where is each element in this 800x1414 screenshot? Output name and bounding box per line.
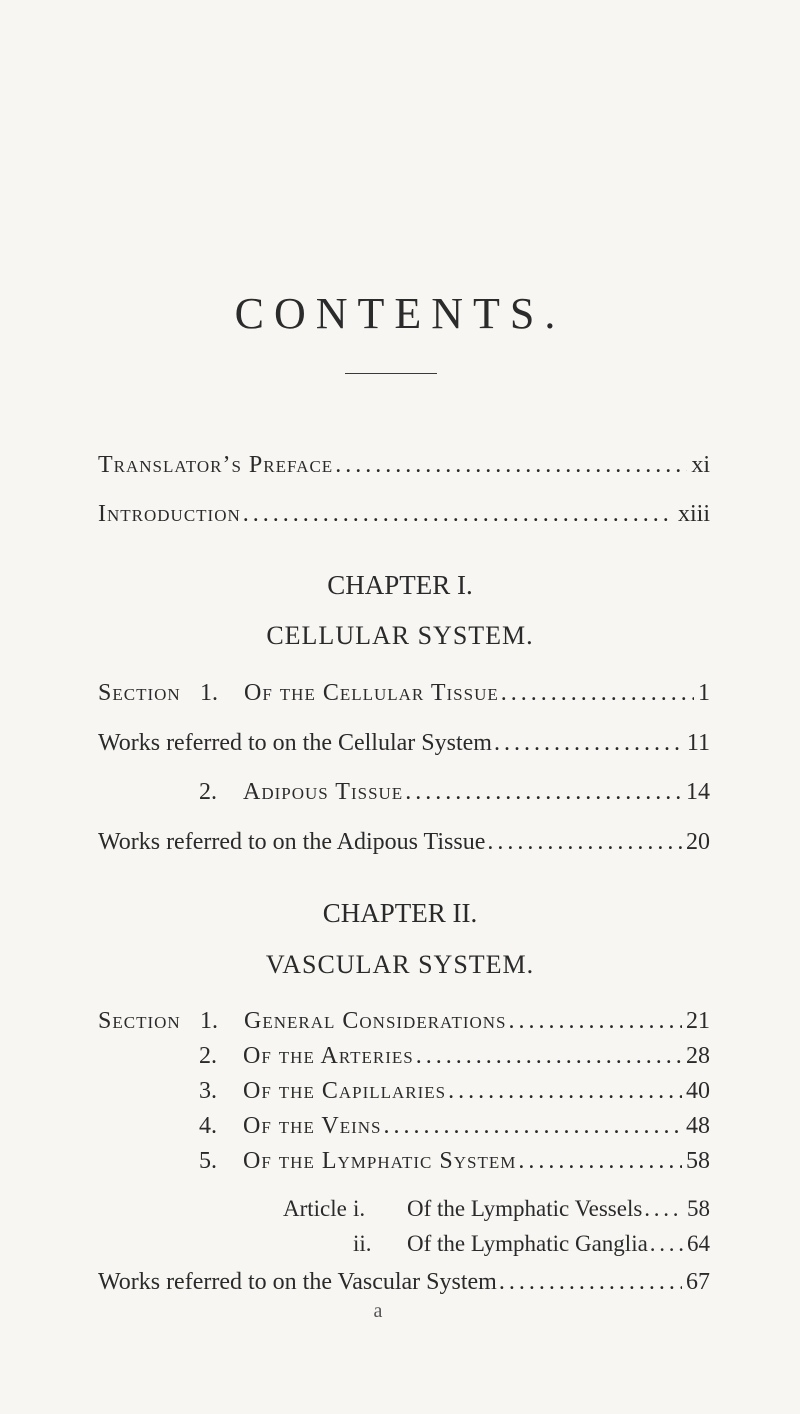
toc-entry-works[interactable] bbox=[98, 829, 710, 856]
toc-page-number: 14 bbox=[686, 779, 710, 805]
section-number: 3. bbox=[199, 1078, 217, 1104]
toc-page-number: 28 bbox=[686, 1043, 710, 1069]
toc-entry-label: Adipous Tissue bbox=[243, 779, 404, 805]
section-number: 5. bbox=[199, 1148, 217, 1174]
toc-page-number: 64 bbox=[687, 1231, 710, 1256]
toc-entry-works[interactable] bbox=[98, 1269, 710, 1296]
dot-leader bbox=[243, 501, 674, 528]
toc-page-number: 11 bbox=[686, 730, 710, 756]
dot-leader bbox=[384, 1113, 682, 1140]
dot-leader bbox=[416, 1043, 682, 1070]
toc-entry-preface[interactable] bbox=[98, 452, 710, 479]
toc-entry-label: Works referred to on the Adipous Tissue bbox=[98, 829, 486, 855]
toc-page-number: xiii bbox=[677, 501, 710, 527]
chapter-heading: CHAPTER I. bbox=[327, 570, 473, 600]
toc-page-number: 1 bbox=[698, 680, 710, 706]
section-number: 4. bbox=[199, 1113, 217, 1139]
chapter-heading: CHAPTER II. bbox=[322, 898, 478, 928]
toc-page-number: 21 bbox=[686, 1008, 710, 1034]
section-number: 2. bbox=[199, 779, 217, 805]
section-number: 1. bbox=[200, 1008, 218, 1034]
toc-entry-label: Of the Lymphatic Vessels bbox=[407, 1196, 643, 1221]
toc-entry-label: Works referred to on the Cellular System bbox=[98, 730, 492, 756]
section-number: 2. bbox=[199, 1043, 217, 1069]
toc-entry-section[interactable] bbox=[199, 1113, 710, 1140]
dot-leader bbox=[405, 779, 682, 806]
toc-entry-introduction[interactable] bbox=[98, 501, 710, 528]
toc-entry-section[interactable] bbox=[199, 1043, 710, 1070]
toc-entry-article[interactable] bbox=[283, 1196, 710, 1222]
section-number: 1. bbox=[200, 680, 218, 706]
dot-leader bbox=[335, 452, 687, 479]
dot-leader bbox=[650, 1231, 683, 1257]
toc-entry-works[interactable] bbox=[98, 730, 710, 757]
toc-page-number: xi bbox=[691, 452, 710, 478]
dot-leader bbox=[509, 1008, 682, 1035]
dot-leader bbox=[487, 829, 682, 856]
toc-entry-label: Of the Lymphatic System bbox=[243, 1148, 517, 1174]
toc-entry-label: Of the Cellular Tissue bbox=[244, 680, 499, 706]
toc-entry-section[interactable] bbox=[199, 1078, 710, 1105]
signature-mark: a bbox=[373, 1300, 383, 1322]
toc-entry-section[interactable] bbox=[98, 1008, 710, 1035]
dot-leader bbox=[499, 1269, 682, 1296]
toc-entry-label: Translator’s Preface bbox=[98, 452, 334, 478]
dot-leader bbox=[644, 1196, 683, 1222]
toc-page-number: 20 bbox=[686, 829, 710, 855]
toc-page-number: 40 bbox=[686, 1078, 710, 1104]
toc-page-number: 48 bbox=[686, 1113, 710, 1139]
toc-entry-section[interactable] bbox=[98, 680, 710, 707]
toc-entry-article[interactable] bbox=[353, 1231, 710, 1257]
article-number: i. bbox=[353, 1196, 366, 1221]
dot-leader bbox=[494, 730, 683, 757]
toc-entry-section[interactable] bbox=[199, 1148, 710, 1175]
dot-leader bbox=[448, 1078, 682, 1105]
toc-entry-label: Introduction bbox=[98, 501, 241, 527]
toc-entry-label: Of the Arteries bbox=[243, 1043, 414, 1069]
article-word: Article bbox=[283, 1196, 347, 1221]
toc-page-number: 67 bbox=[686, 1269, 710, 1295]
chapter-subject: VASCULAR SYSTEM. bbox=[265, 950, 535, 979]
section-word: Section bbox=[98, 680, 181, 706]
toc-entry-section[interactable] bbox=[199, 779, 710, 806]
toc-entry-label: Of the Capillaries bbox=[243, 1078, 447, 1104]
chapter-subject: CELLULAR SYSTEM. bbox=[266, 621, 534, 650]
title-rule bbox=[345, 373, 437, 374]
section-word: Section bbox=[98, 1008, 181, 1034]
toc-entry-label: Works referred to on the Vascular System bbox=[98, 1269, 497, 1295]
toc-page-number: 58 bbox=[686, 1148, 710, 1174]
dot-leader bbox=[501, 680, 694, 707]
toc-entry-label: Of the Lymphatic Ganglia bbox=[407, 1231, 648, 1256]
toc-entry-label: General Considerations bbox=[244, 1008, 507, 1034]
page-title: CONTENTS. bbox=[234, 289, 566, 338]
dot-leader bbox=[518, 1148, 682, 1175]
article-number: ii. bbox=[353, 1231, 372, 1256]
toc-entry-label: Of the Veins bbox=[243, 1113, 382, 1139]
toc-page-number: 58 bbox=[687, 1196, 710, 1221]
